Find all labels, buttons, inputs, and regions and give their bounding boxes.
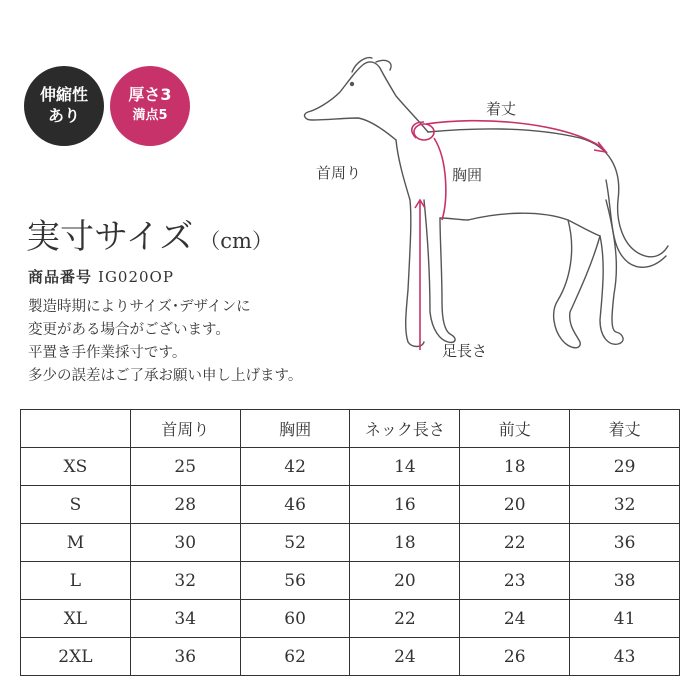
table-cell: 32 bbox=[570, 486, 680, 524]
table-row bbox=[21, 638, 680, 676]
note-line: 平置き手作業採寸です。 bbox=[28, 345, 187, 361]
size-cell: XS bbox=[21, 448, 131, 486]
table-cell: 29 bbox=[570, 448, 680, 486]
size-table bbox=[20, 409, 680, 676]
table-cell: 23 bbox=[460, 562, 570, 600]
chest-measure-line bbox=[434, 138, 446, 220]
table-cell: 56 bbox=[240, 562, 350, 600]
table-row bbox=[21, 524, 680, 562]
table-cell: 36 bbox=[130, 638, 240, 676]
thickness-badge-line1: 厚さ3 bbox=[128, 85, 172, 104]
note-line: 多少の誤差はご了承お願い申し上げます。 bbox=[28, 368, 303, 384]
table-cell: 18 bbox=[460, 448, 570, 486]
note-line: 製造時期によりサイズ･デザインに bbox=[28, 299, 251, 315]
table-cell: 42 bbox=[240, 448, 350, 486]
table-cell: 43 bbox=[570, 638, 680, 676]
size-cell: 2XL bbox=[21, 638, 131, 676]
page-title bbox=[26, 216, 273, 262]
stretch-badge bbox=[24, 66, 104, 146]
size-notes bbox=[28, 296, 302, 388]
table-row bbox=[21, 562, 680, 600]
table-cell: 62 bbox=[240, 638, 350, 676]
table-header: 首周り bbox=[130, 410, 240, 448]
size-cell: XL bbox=[21, 600, 131, 638]
chest-label: 胸囲 bbox=[452, 166, 483, 184]
table-cell: 41 bbox=[570, 600, 680, 638]
size-cell: L bbox=[21, 562, 131, 600]
product-number-label: 商品番号 bbox=[28, 268, 93, 286]
table-cell: 46 bbox=[240, 486, 350, 524]
size-cell: S bbox=[21, 486, 131, 524]
table-cell: 38 bbox=[570, 562, 680, 600]
table-cell: 14 bbox=[350, 448, 460, 486]
page-title-text: 実寸サイズ bbox=[26, 217, 194, 257]
table-cell: 24 bbox=[460, 600, 570, 638]
table-header: 胸囲 bbox=[240, 410, 350, 448]
table-header: 前丈 bbox=[460, 410, 570, 448]
stretch-badge-line1: 伸縮性 bbox=[39, 85, 88, 104]
leg-label: 足長さ bbox=[442, 342, 488, 360]
table-cell: 52 bbox=[240, 524, 350, 562]
table-cell: 22 bbox=[350, 600, 460, 638]
size-cell: M bbox=[21, 524, 131, 562]
neck-label: 首周り bbox=[316, 164, 362, 182]
table-header-row bbox=[21, 410, 680, 448]
table-row bbox=[21, 448, 680, 486]
table-cell: 26 bbox=[460, 638, 570, 676]
table-header: 着丈 bbox=[570, 410, 680, 448]
table-header bbox=[21, 410, 131, 448]
table-cell: 36 bbox=[570, 524, 680, 562]
table-cell: 28 bbox=[130, 486, 240, 524]
stretch-badge-line2: あり bbox=[47, 106, 80, 125]
page-title-unit: （cm） bbox=[199, 229, 273, 253]
table-row bbox=[21, 486, 680, 524]
table-cell: 22 bbox=[460, 524, 570, 562]
table-cell: 20 bbox=[460, 486, 570, 524]
product-number-value: IG020OP bbox=[98, 268, 174, 286]
table-cell: 25 bbox=[130, 448, 240, 486]
note-line: 変更がある場合がございます。 bbox=[28, 322, 230, 338]
table-cell: 32 bbox=[130, 562, 240, 600]
product-number bbox=[28, 266, 174, 287]
thickness-badge-line2: 満点5 bbox=[132, 108, 168, 123]
table-header: ネック長さ bbox=[350, 410, 460, 448]
table-cell: 60 bbox=[240, 600, 350, 638]
length-label: 着丈 bbox=[486, 100, 517, 118]
thickness-badge bbox=[110, 66, 190, 146]
table-cell: 30 bbox=[130, 524, 240, 562]
measurement-diagram bbox=[300, 50, 680, 380]
table-cell: 34 bbox=[130, 600, 240, 638]
table-cell: 18 bbox=[350, 524, 460, 562]
table-cell: 20 bbox=[350, 562, 460, 600]
table-cell: 16 bbox=[350, 486, 460, 524]
table-row bbox=[21, 600, 680, 638]
length-measure-line bbox=[426, 121, 606, 152]
table-cell: 24 bbox=[350, 638, 460, 676]
